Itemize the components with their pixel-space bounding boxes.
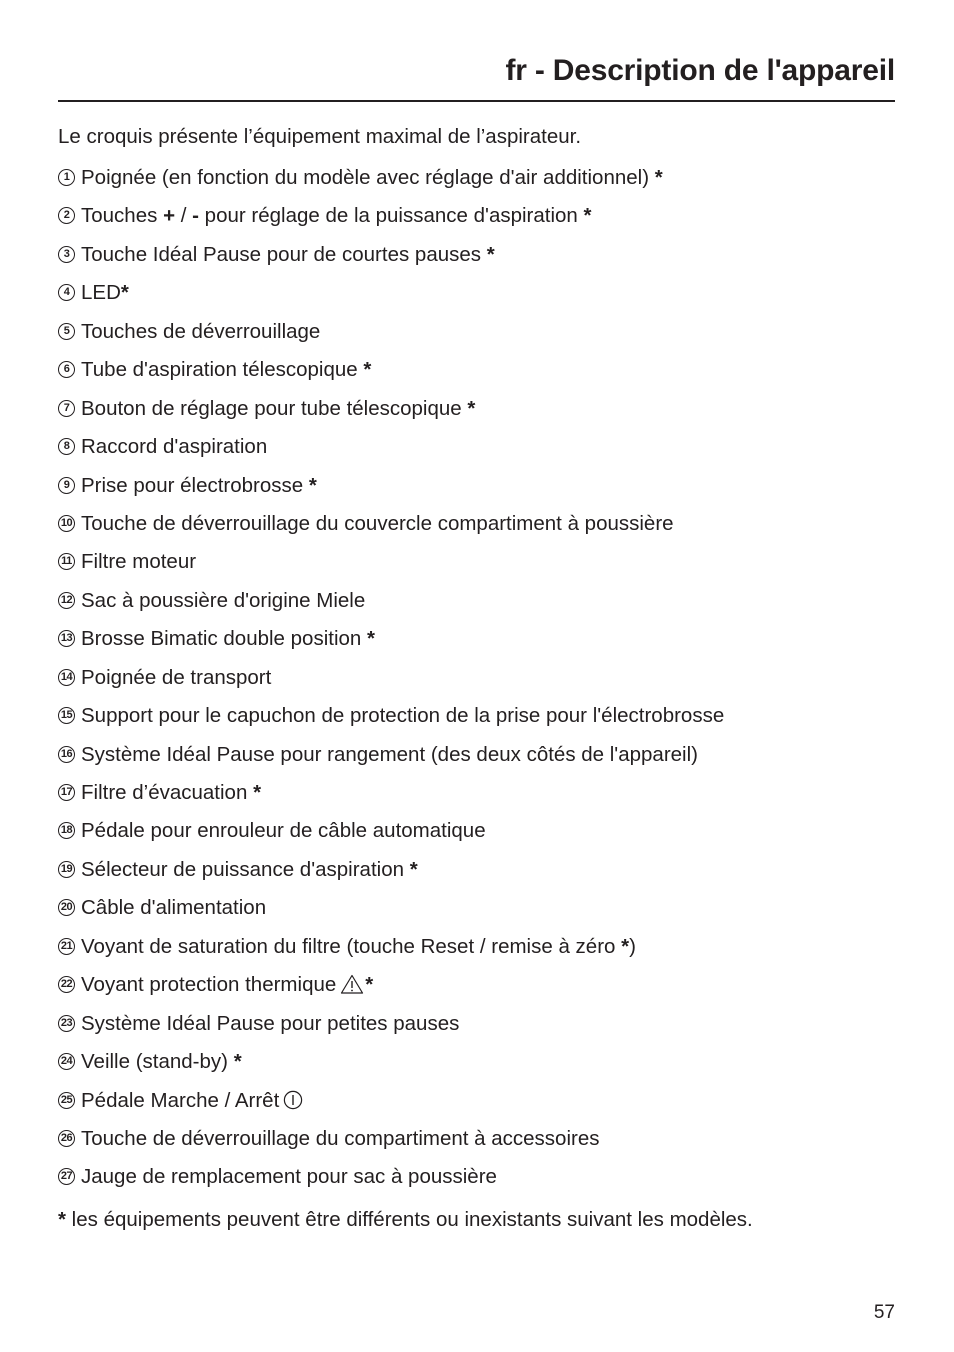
list-item	[58, 741, 724, 779]
warning-triangle-icon	[340, 974, 364, 994]
list-item	[58, 1010, 724, 1048]
item-text: LED*	[81, 281, 129, 305]
list-item	[58, 702, 724, 740]
list-item	[58, 164, 724, 202]
list-item	[58, 971, 724, 1009]
item-text: Système Idéal Pause pour rangement (des deux côtés de l'appareil)	[81, 742, 698, 766]
intro-text: Le croquis présente l’équipement maximal de l’aspirateur.	[58, 125, 582, 148]
item-text: Touche Idéal Pause pour de courtes pauses *	[81, 242, 495, 266]
page-number: 57	[873, 1302, 895, 1323]
item-text: Poignée (en fonction du modèle avec réglage d'air additionnel) *	[81, 166, 663, 189]
item-number: 21	[58, 938, 75, 955]
item-text: Touches de déverrouillage	[81, 319, 321, 343]
item-number: 1	[58, 169, 75, 186]
list-item	[58, 472, 724, 510]
item-text: Voyant de saturation du filtre (touche Reset / remise à zéro *)	[81, 934, 636, 958]
item-text: Câble d'alimentation	[81, 896, 267, 920]
item-text: Bouton de réglage pour tube télescopique *	[81, 396, 476, 420]
list-item	[58, 1163, 724, 1201]
item-text: Système Idéal Pause pour petites pauses	[81, 1011, 460, 1035]
item-text: Sélecteur de puissance d'aspiration *	[81, 857, 418, 881]
list-item	[58, 279, 724, 317]
item-number: 3	[58, 246, 75, 263]
item-text: Brosse Bimatic double position *	[81, 627, 376, 651]
item-number: 15	[58, 707, 75, 724]
list-item	[58, 817, 724, 855]
list-item	[58, 779, 724, 817]
item-number: 8	[58, 438, 75, 455]
footnote	[58, 1206, 753, 1234]
item-number: 27	[58, 1168, 75, 1185]
item-number: 13	[58, 630, 75, 647]
item-number: 5	[58, 323, 75, 340]
list-item	[58, 1087, 724, 1125]
item-number: 26	[58, 1130, 75, 1147]
page-header	[58, 52, 895, 102]
item-number: 12	[58, 592, 75, 609]
item-number: 25	[58, 1092, 75, 1109]
list-item	[58, 395, 724, 433]
item-number: 6	[58, 361, 75, 378]
list-item	[58, 625, 724, 663]
item-text: Sac à poussière d'origine Miele	[81, 588, 366, 612]
item-number: 14	[58, 669, 75, 686]
item-text: Veille (stand-by) *	[81, 1050, 242, 1074]
item-text: Filtre moteur	[81, 550, 197, 574]
item-number: 11	[58, 553, 75, 570]
page-title: fr - Description de l'appareil	[505, 54, 895, 87]
list-item	[58, 664, 724, 702]
item-number: 24	[58, 1053, 75, 1070]
list-item	[58, 1125, 724, 1163]
item-text: Pédale pour enrouleur de câble automatique	[81, 819, 486, 843]
list-item	[58, 356, 724, 394]
item-text: Jauge de remplacement pour sac à poussière	[81, 1165, 497, 1189]
list-item	[58, 318, 724, 356]
power-symbol-icon	[283, 1090, 303, 1110]
item-number: 22	[58, 976, 75, 993]
item-number: 2	[58, 207, 75, 224]
item-text: Touche de déverrouillage du couvercle compartiment à poussière	[81, 511, 674, 535]
footnote-text: les équipements peuvent être différents ou inexistants suivant les modèles.	[65, 1208, 753, 1231]
list-item	[58, 933, 724, 971]
component-list	[58, 164, 724, 1202]
list-item	[58, 241, 724, 279]
list-item	[58, 1048, 724, 1086]
item-text: Raccord d'aspiration	[81, 435, 268, 459]
item-number: 16	[58, 746, 75, 763]
item-number: 18	[58, 822, 75, 839]
list-item	[58, 510, 724, 548]
list-item	[58, 587, 724, 625]
item-text: Prise pour électrobrosse *	[81, 473, 317, 497]
list-item	[58, 433, 724, 471]
list-item	[58, 856, 724, 894]
item-text: Pédale Marche / Arrêt	[81, 1087, 303, 1115]
item-text: Touches + / - pour réglage de la puissance d'aspiration *	[81, 204, 592, 228]
item-number: 9	[58, 477, 75, 494]
item-number: 23	[58, 1015, 75, 1032]
footnote-asterisk: *	[58, 1208, 66, 1231]
item-text: Touche de déverrouillage du compartiment à accessoires	[81, 1126, 600, 1150]
list-item	[58, 202, 724, 240]
item-number: 7	[58, 400, 75, 417]
item-text: Tube d'aspiration télescopique *	[81, 358, 372, 382]
item-number: 17	[58, 784, 75, 801]
item-number: 10	[58, 515, 75, 532]
list-item	[58, 894, 724, 932]
item-text: Poignée de transport	[81, 665, 272, 689]
list-item	[58, 548, 724, 586]
item-number: 4	[58, 284, 75, 301]
item-text: Support pour le capuchon de protection de la prise pour l'électrobrosse	[81, 704, 725, 728]
item-text: Filtre d’évacuation *	[81, 781, 262, 804]
item-number: 19	[58, 861, 75, 878]
item-number: 20	[58, 899, 75, 916]
item-text: Voyant protection thermique *	[81, 973, 374, 997]
